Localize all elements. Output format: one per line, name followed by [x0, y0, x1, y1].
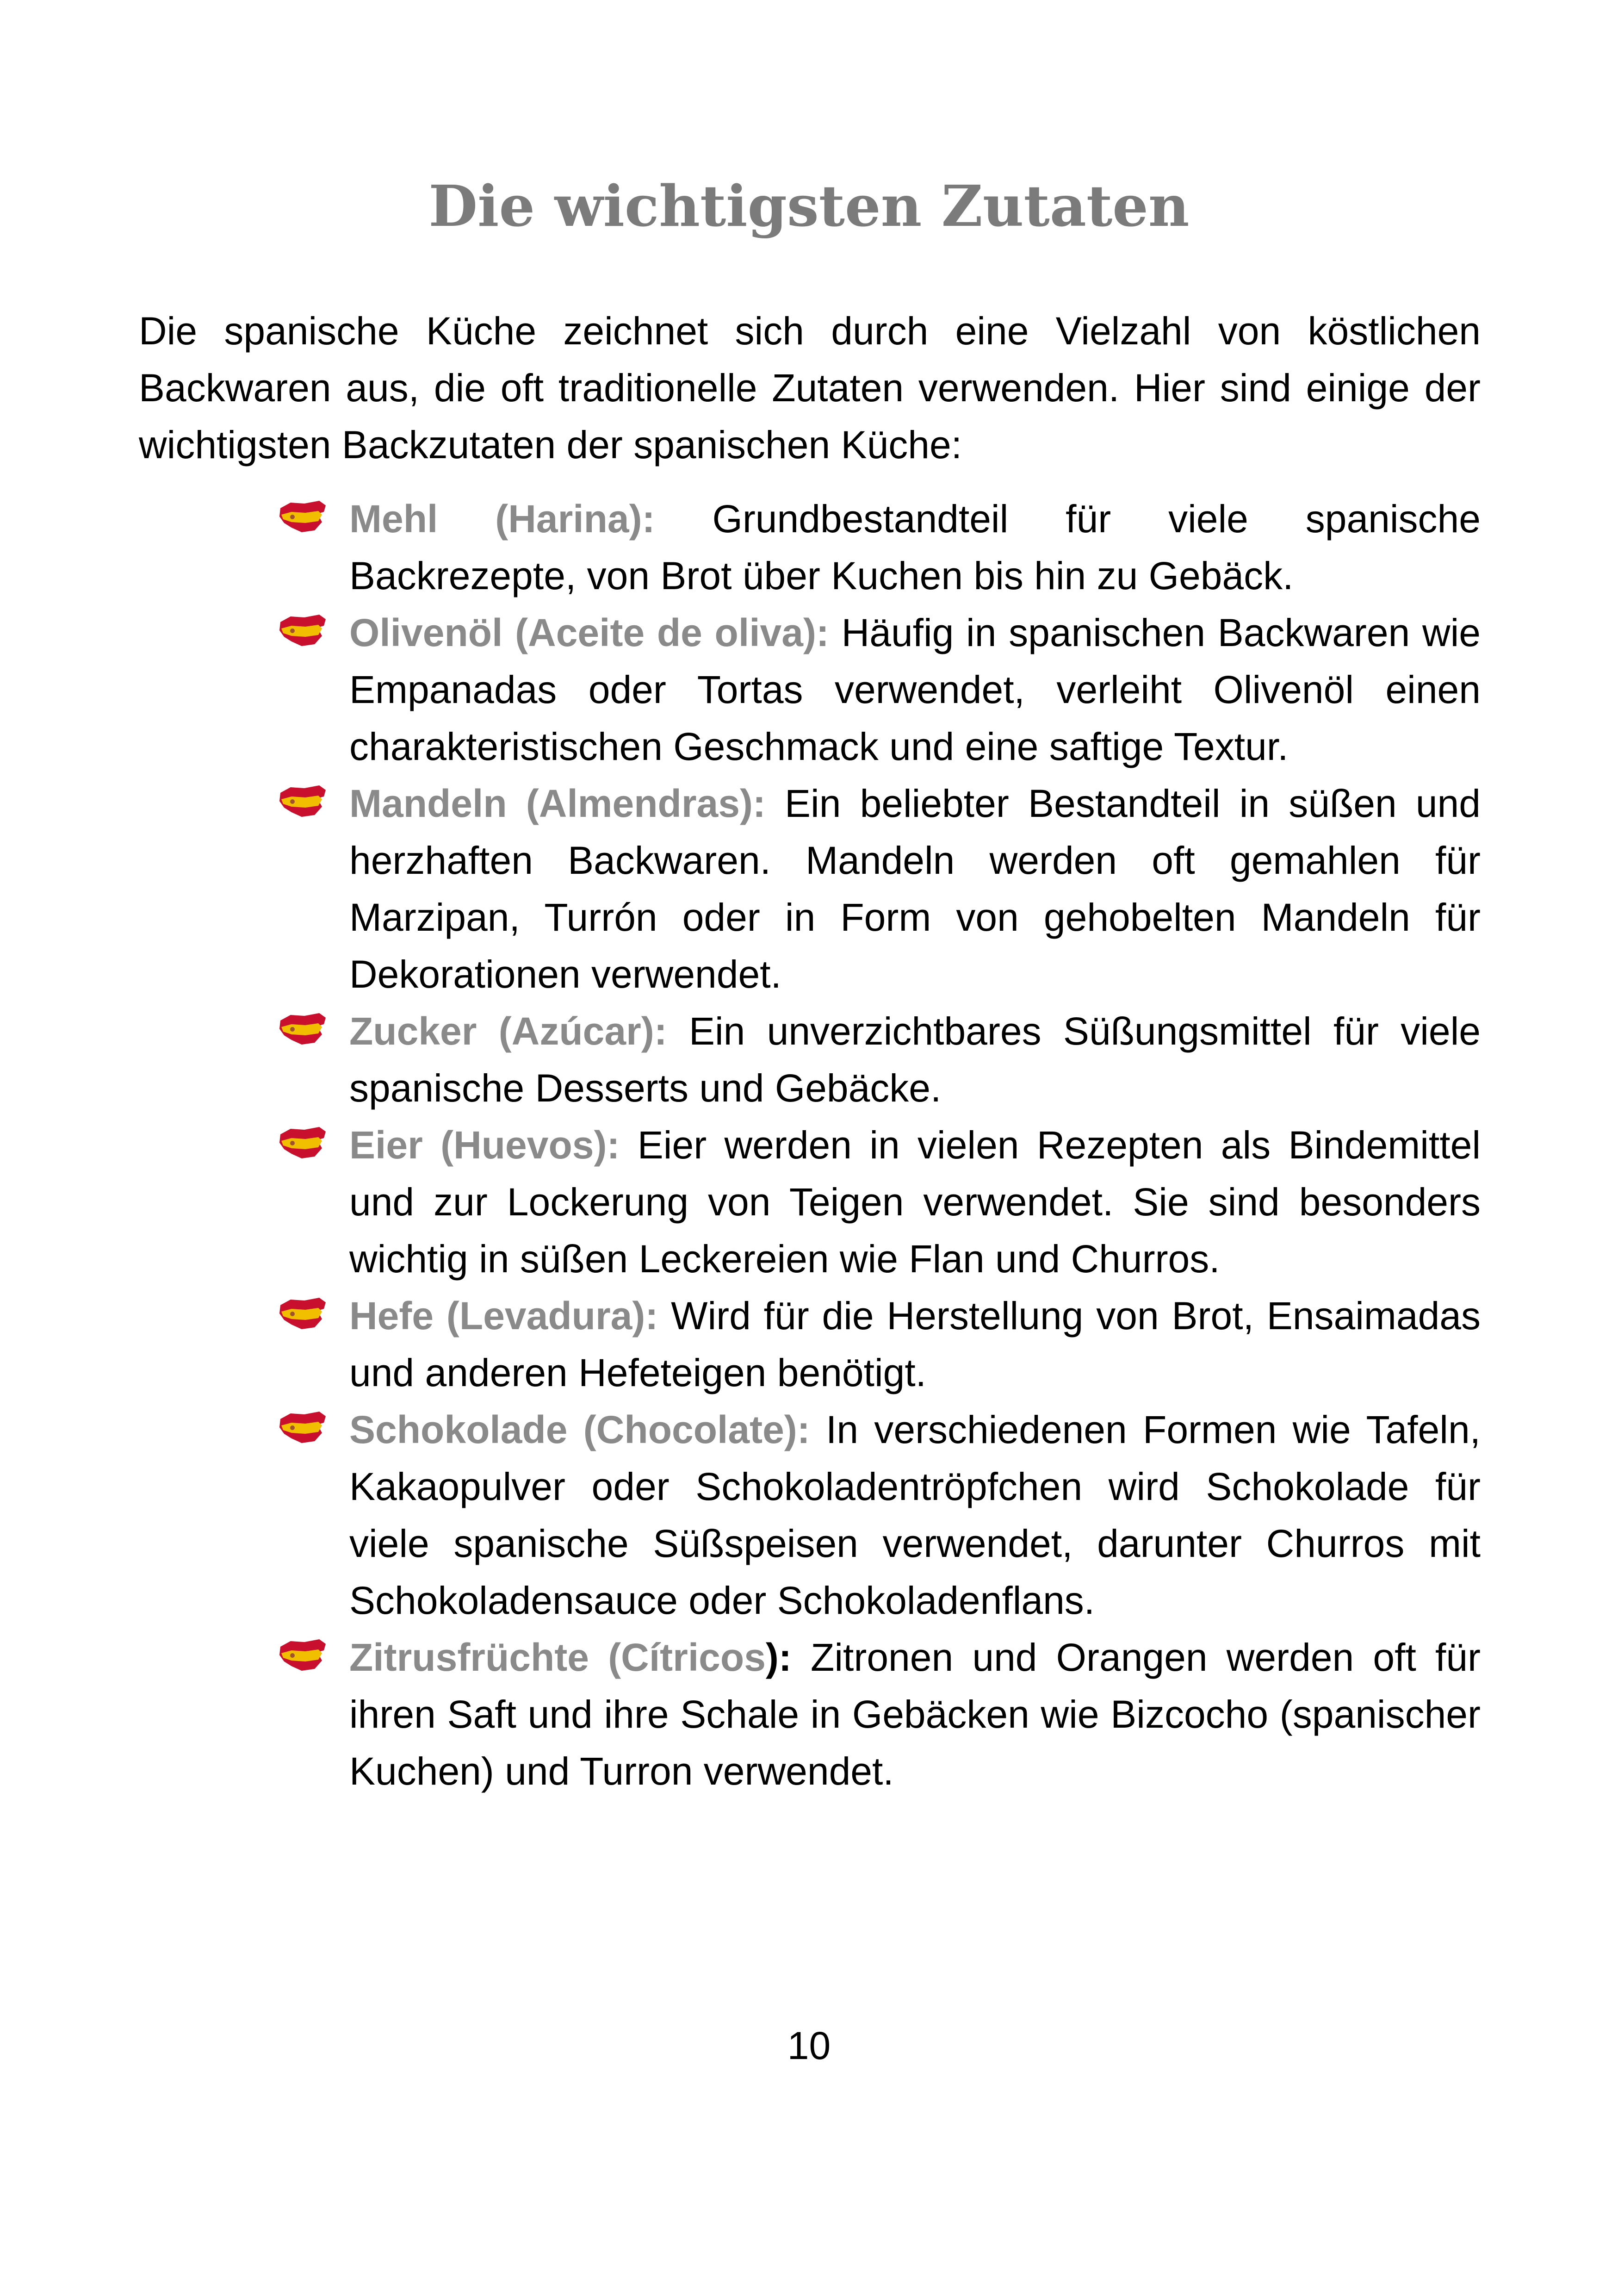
page-number: 10: [787, 2024, 831, 2067]
spain-map-flag-icon: [278, 783, 329, 820]
spain-map-flag-icon: [278, 1010, 329, 1047]
ingredient-description: Zitronen und Orangen werden oft für ihren Saft und ihre Schale in Gebäcken wie Bizcocho (spanischer Kuchen) und Turron verwendet.: [349, 1636, 1481, 1793]
list-item: [278, 1288, 1481, 1401]
ingredient-list: [278, 491, 1481, 1800]
ingredient-description: Ein beliebter Bestandteil in süßen und herzhaften Backwaren. Mandeln werden oft gemahlen für Marzipan, Turrón oder in Form von gehobelten Mandeln für Dekorationen verwendet.: [349, 782, 1481, 996]
ingredient-description: Ein unverzichtbares Süßungsmittel für viele spanische Desserts und Gebäcke.: [349, 1009, 1481, 1110]
ingredient-description: Eier werden in vielen Rezepten als Bindemittel und zur Lockerung von Teigen verwendet. Sie sind besonders wichtig in süßen Leckereien wie Flan und Churros.: [349, 1123, 1481, 1281]
list-item: [278, 775, 1481, 1003]
page-title: Die wichtigsten Zutaten: [428, 172, 1190, 239]
spain-map-flag-icon: [278, 1295, 329, 1332]
list-item: [278, 1117, 1481, 1288]
ingredient-description: Häufig in spanischen Backwaren wie Empanadas oder Tortas verwendet, verleiht Olivenöl einen charakteristischen Geschmack und eine saftige Textur.: [349, 611, 1481, 768]
spain-map-flag-icon: [278, 612, 329, 649]
ingredient-term: Mehl (Harina):: [349, 497, 655, 541]
spain-map-flag-icon: [278, 1636, 329, 1674]
spain-map-flag-icon: [278, 498, 329, 535]
ingredient-term: Hefe (Levadura):: [349, 1294, 658, 1338]
ingredient-description: Wird für die Herstellung von Brot, Ensaimadas und anderen Hefeteigen benötigt.: [349, 1294, 1481, 1394]
ingredient-term: Zitrusfrüchte (Cítricos: [349, 1636, 766, 1679]
ingredient-term: Schokolade (Chocolate):: [349, 1408, 810, 1451]
ingredient-term: Mandeln (Almendras):: [349, 782, 766, 825]
list-item: [278, 1629, 1481, 1800]
list-item: [278, 1003, 1481, 1117]
ingredient-term: Eier (Huevos):: [349, 1123, 620, 1167]
spain-map-flag-icon: [278, 1124, 329, 1161]
list-item: [278, 604, 1481, 775]
ingredient-term: Olivenöl (Aceite de oliva):: [349, 611, 829, 654]
list-item: [278, 1401, 1481, 1629]
spain-map-flag-icon: [278, 1409, 329, 1446]
list-item: [278, 491, 1481, 604]
ingredient-term: Zucker (Azúcar):: [349, 1009, 667, 1053]
ingredient-description: Grundbestandteil für viele spanische Backrezepte, von Brot über Kuchen bis hin zu Gebäck.: [349, 497, 1481, 597]
ingredient-description: In verschiedenen Formen wie Tafeln, Kakaopulver oder Schokoladentröpfchen wird Schokolade für viele spanische Süßspeisen verwendet, darunter Churros mit Schokoladensauce oder Schokoladenflans.: [349, 1408, 1481, 1622]
ingredient-term-end: ):: [765, 1636, 792, 1679]
intro-paragraph: Die spanische Küche zeichnet sich durch eine Vielzahl von köstlichen Backwaren aus, die oft traditionelle Zutaten verwenden. Hier sind einige der wichtigsten Backzutaten der spanischen Küche:: [139, 309, 1481, 467]
